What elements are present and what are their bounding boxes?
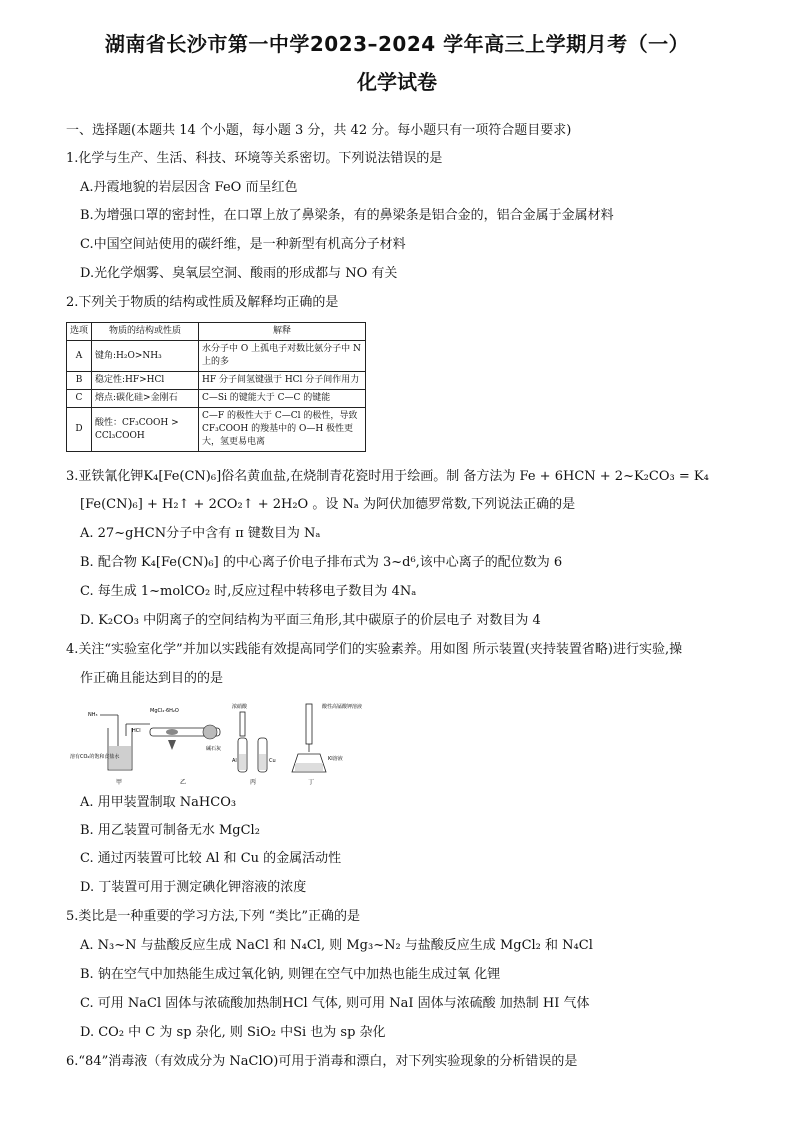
q6-stem: 6.“84”消毒液（有效成分为 NaClO)可用于消毒和漂白，对下列实验现象的分析错误的是	[66, 1054, 578, 1069]
q2-stem: 2.下列关于物质的结构或性质及解释均正确的是	[66, 295, 339, 310]
q5-stem: 5.类比是一种重要的学习方法,下列 “类比”正确的是	[66, 909, 360, 924]
figure-label: 酸性高锰酸钾溶液	[322, 704, 363, 710]
q4-option-d: D. 丁装置可用于测定碘化钾溶液的浓度	[80, 880, 307, 895]
figure-label: 浓硝酸	[232, 704, 248, 710]
table-cell: D	[67, 408, 92, 452]
section-heading: 一、选择题(本题共 14 个小题，每小题 3 分，共 42 分。每小题只有一项符合题目要求)	[66, 123, 572, 138]
figure-label: KI溶液	[328, 756, 343, 762]
figure-label: 甲	[116, 779, 123, 786]
q3-stem-line1: 3.亚铁氰化钾K₄[Fe(CN)₆]俗名黄血盐,在烧制青花瓷时用于绘画。制 备方法为 Fe + 6HCN + 2~K₂CO₃ = K₄	[66, 469, 709, 484]
q3-option-b: B. 配合物 K₄[Fe(CN)₆] 的中心离子价电子排布式为 3~d⁶,该中心离子的配位数为 6	[80, 555, 563, 570]
table-cell: 水分子中 O 上孤电子对数比氨分子中 N 上的多	[199, 341, 366, 372]
table-header-cell: 物质的结构或性质	[92, 323, 199, 341]
figure-label: 丁	[308, 779, 315, 786]
figure-label: NH₃	[88, 712, 98, 718]
table-cell: 熔点:碳化硅>金刚石	[92, 390, 199, 408]
exam-title: 湖南省长沙市第一中学2023–2024 学年高三上学期月考（一）	[104, 32, 690, 56]
table-header-cell: 解释	[199, 323, 366, 341]
q4-apparatus-figure	[70, 698, 450, 788]
q3-option-d: D. K₂CO₃ 中阴离子的空间结构为平面三角形,其中碳原子的价层电子 对数目为 4	[80, 613, 541, 628]
table-header-cell: 选项	[67, 323, 92, 341]
figure-label: 丙	[250, 779, 257, 786]
table-cell: C—Si 的键能大于 C—C 的键能	[199, 390, 366, 408]
table-row	[67, 408, 366, 452]
q4-stem-line2: 作正确且能达到目的的是	[80, 671, 224, 686]
q5-option-a: A. N₃~N 与盐酸反应生成 NaCl 和 N₄Cl, 则 Mg₃~N₂ 与盐酸反应生成 MgCl₂ 和 N₄Cl	[80, 938, 593, 953]
figure-label: Cu	[269, 758, 276, 764]
table-cell: 酸性：CF₃COOH > CCl₃COOH	[92, 408, 199, 452]
figure-label: HCl	[132, 728, 141, 734]
q1-option-a: A.丹霞地貌的岩层因含 FeO 而呈红色	[80, 180, 298, 195]
figure-label: MgCl₂·6H₂O	[150, 708, 179, 714]
figure-label: 碱石灰	[206, 746, 222, 752]
q2-table	[66, 322, 366, 452]
table-cell: C—F 的极性大于 C—Cl 的极性，导致 CF₃COOH 的羧基中的 O—H 极性更大，氢更易电离	[199, 408, 366, 452]
figure-label: 乙	[180, 779, 187, 786]
table-cell: A	[67, 341, 92, 372]
table-cell: HF 分子间氢键强于 HCl 分子间作用力	[199, 372, 366, 390]
q1-option-d: D.光化学烟雾、臭氧层空洞、酸雨的形成都与 NO 有关	[80, 266, 398, 281]
q1-option-c: C.中国空间站使用的碳纤维，是一种新型有机高分子材料	[80, 237, 406, 252]
table-cell: 键角:H₂O>NH₃	[92, 341, 199, 372]
figure-label: 溶有CO₂的饱和食盐水	[70, 754, 120, 760]
table-row	[67, 390, 366, 408]
q1-stem: 1.化学与生产、生活、科技、环境等关系密切。下列说法错误的是	[66, 151, 443, 166]
q5-option-d: D. CO₂ 中 C 为 sp 杂化, 则 SiO₂ 中Si 也为 sp 杂化	[80, 1025, 386, 1040]
q4-option-a: A. 用甲装置制取 NaHCO₃	[80, 795, 237, 810]
table-cell: B	[67, 372, 92, 390]
q3-option-c: C. 每生成 1~molCO₂ 时,反应过程中转移电子数目为 4Nₐ	[80, 584, 417, 599]
q5-option-c: C. 可用 NaCl 固体与浓硫酸加热制HCl 气体, 则可用 NaI 固体与浓硫酸 加热制 HI 气体	[80, 996, 590, 1011]
q1-option-b: B.为增强口罩的密封性，在口罩上放了鼻梁条，有的鼻梁条是铝合金的，铝合金属于金属材料	[80, 208, 614, 223]
q3-option-a: A. 27~gHCN分子中含有 π 键数目为 Nₐ	[80, 526, 321, 541]
q4-stem-line1: 4.关注“实验室化学”并加以实践能有效提高同学们的实验素养。用如图 所示装置(夹持装置省略)进行实验,操	[66, 642, 683, 657]
q4-option-c: C. 通过丙装置可比较 Al 和 Cu 的金属活动性	[80, 851, 342, 866]
table-row	[67, 372, 366, 390]
q4-option-b: B. 用乙装置可制备无水 MgCl₂	[80, 823, 260, 838]
figure-label: Al	[232, 758, 237, 764]
table-row	[67, 341, 366, 372]
table-cell: C	[67, 390, 92, 408]
q5-option-b: B. 钠在空气中加热能生成过氧化钠, 则锂在空气中加热也能生成过氧 化锂	[80, 967, 501, 982]
q3-stem-line2: [Fe(CN)₆] + H₂↑ + 2CO₂↑ + 2H₂O 。设 Nₐ 为阿伏加德罗常数,下列说法正确的是	[80, 497, 576, 512]
table-header-row	[67, 323, 366, 341]
exam-subtitle: 化学试卷	[357, 70, 437, 94]
table-cell: 稳定性:HF>HCl	[92, 372, 199, 390]
